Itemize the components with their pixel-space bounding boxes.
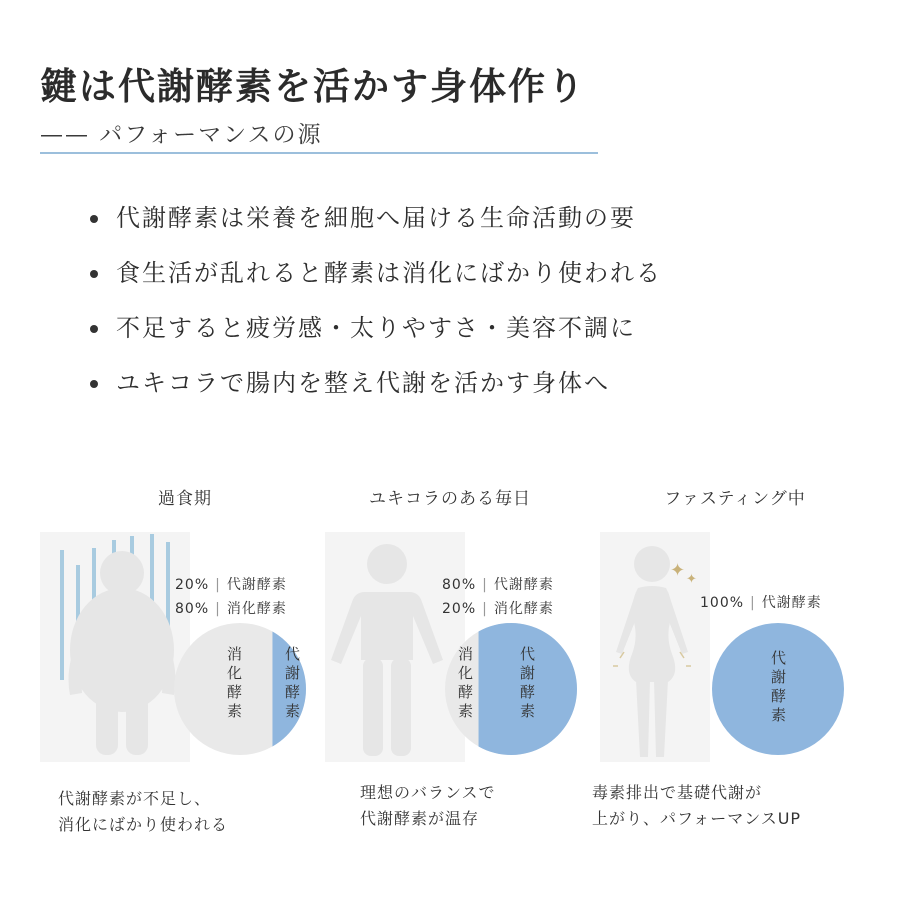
caption-line: 代謝酵素が温存 (360, 809, 480, 828)
ratio-percent: 20% (442, 601, 477, 617)
ratio-label: 消化酵素 (493, 601, 554, 617)
overweight-person-icon (60, 545, 180, 760)
bullet-dot-icon (90, 270, 98, 278)
caption-line: 毒素排出で基礎代謝が (592, 783, 763, 802)
ratio-separator: | (215, 577, 221, 593)
bullet-item (90, 196, 662, 251)
panel-daily (305, 470, 595, 870)
bullet-text: 不足すると疲労感・太りやすさ・美容不調に (116, 314, 636, 342)
bullet-item (90, 361, 662, 416)
panel-fasting (590, 470, 880, 870)
page-subtitle: —— パフォーマンスの源 (40, 122, 323, 148)
pie-label-digestive: 消化酵素 (456, 646, 474, 722)
standing-person-icon (327, 540, 447, 760)
ratio-percent: 80% (175, 601, 210, 617)
ratio-label: 代謝酵素 (226, 577, 287, 593)
caption-line: 上がり、パフォーマンスUP (592, 809, 802, 828)
caption-line: 代謝酵素が不足し、 (58, 789, 212, 808)
bullet-dot-icon (90, 325, 98, 333)
panel-overeating (40, 470, 330, 870)
caption-line: 理想のバランスで (360, 783, 496, 802)
ratio-separator: | (750, 595, 756, 611)
ratio-row (175, 574, 287, 594)
bullet-dot-icon (90, 215, 98, 223)
pie-label-metabolic: 代謝酵素 (769, 650, 787, 726)
ratio-row (700, 592, 822, 612)
ratio-row (442, 574, 554, 594)
ratio-label: 代謝酵素 (493, 577, 554, 593)
bullet-item (90, 251, 662, 306)
panel-caption (360, 780, 496, 832)
ratio-separator: | (482, 577, 488, 593)
bullet-dot-icon (90, 380, 98, 388)
pie-label-digestive: 消化酵素 (225, 646, 243, 722)
panel-caption (58, 786, 228, 838)
panel-title: 過食期 (158, 489, 212, 509)
ratio-separator: | (482, 601, 488, 617)
ratio-row (175, 598, 287, 618)
ratio-label: 消化酵素 (226, 601, 287, 617)
ratio-separator: | (215, 601, 221, 617)
ratio-percent: 20% (175, 577, 210, 593)
sparkle-icon: ✦ (686, 572, 697, 587)
bullet-list (90, 196, 662, 416)
page-title: 鍵は代謝酵素を活かす身体作り (40, 64, 586, 108)
bullet-text: 食生活が乱れると酵素は消化にばかり使われる (116, 259, 662, 287)
panel-caption (592, 780, 801, 832)
ratio-label: 代謝酵素 (761, 595, 822, 611)
ratio-percent: 80% (442, 577, 477, 593)
ratio-row (442, 598, 554, 618)
bullet-text: 代謝酵素は栄養を細胞へ届ける生命活動の要 (116, 204, 636, 232)
sparkle-icon: ✦ (670, 560, 686, 581)
caption-line: 消化にばかり使われる (58, 815, 229, 834)
bullet-item (90, 306, 662, 361)
bullet-text: ユキコラで腸内を整え代謝を活かす身体へ (116, 369, 610, 397)
pie-label-metabolic: 代謝酵素 (518, 646, 536, 722)
pie-label-metabolic: 代謝酵素 (283, 646, 301, 722)
panel-title: ユキコラのある毎日 (369, 489, 531, 509)
ratio-percent: 100% (700, 595, 745, 611)
title-underline (40, 152, 598, 154)
panel-title: ファスティング中 (664, 489, 806, 509)
